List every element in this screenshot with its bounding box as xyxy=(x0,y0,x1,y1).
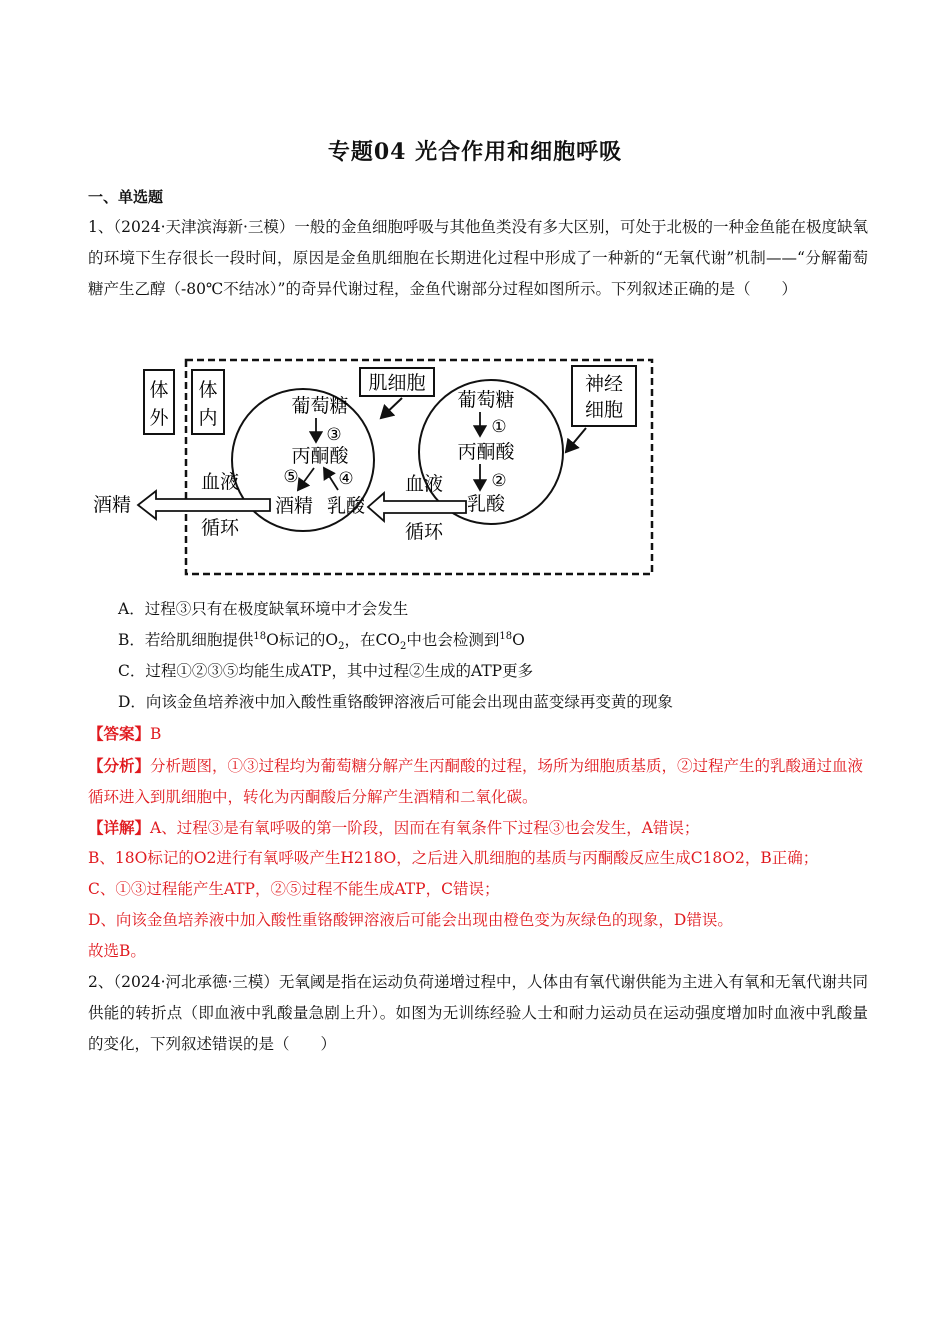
blood-label-left: 血液 xyxy=(200,471,240,493)
option-b-sup: 18 xyxy=(499,630,513,642)
section-heading: 一、单选题 xyxy=(88,188,164,206)
analysis-text: 分析题图，①③过程均为葡萄糖分解产生丙酮酸的过程，场所为细胞质基质，②过程产生的乳酸通过血液循环进入到肌细胞中，转化为丙酮酸后分解产生酒精和二氧化碳。 xyxy=(88,757,864,806)
question-2-stem: 2、（2024·河北承德·三模）无氧阈是指在运动负荷递增过程中，人体由有氧代谢供能为主进入有氧和无氧代谢共同供能的转折点（即血液中乳酸量急剧上升）。如图为无训练经验人士和耐力运动员在运动强度增加时血液中乳酸量的变化，下列叙述错误的是（ ） xyxy=(88,973,868,1053)
option-c: C．过程①②③⑤均能生成ATP，其中过程②生成的ATP更多 xyxy=(118,662,534,680)
step2-label: ② xyxy=(491,471,507,491)
detail-d-line: D、向该金鱼培养液中加入酸性重铬酸钾溶液后可能会出现由橙色变为灰绿色的现象，D错误。 xyxy=(88,911,733,929)
option-b-sub: 2 xyxy=(338,641,345,653)
option-b-part: B．若给肌细胞提供 xyxy=(118,631,254,649)
analysis-tag: 【分析】 xyxy=(88,756,151,775)
option-b-sup: 18 xyxy=(253,630,267,642)
nerve-label-2: 细胞 xyxy=(584,399,624,421)
muscle-alcohol: 酒精 xyxy=(274,495,314,517)
nerve-lactic: 乳酸 xyxy=(466,493,506,515)
nerve-pointer xyxy=(566,428,586,452)
arrow-step4 xyxy=(324,468,338,490)
outside-label-1: 体 xyxy=(149,379,169,401)
muscle-pointer xyxy=(381,398,402,418)
nerve-label-1: 神经 xyxy=(584,373,624,395)
page-title: 专题04 光合作用和细胞呼吸 xyxy=(327,139,623,165)
option-a: A．过程③只有在极度缺氧环境中才会发生 xyxy=(118,600,409,618)
option-b xyxy=(118,629,525,651)
inside-label-2: 内 xyxy=(198,407,218,429)
detail-a-text: A、过程③是有氧呼吸的第一阶段，因而在有氧条件下过程③也会发生，A错误； xyxy=(150,819,700,837)
option-b-part: O xyxy=(512,631,525,649)
answer-line xyxy=(88,718,878,750)
option-b-part: 中也会检测到 xyxy=(406,631,500,649)
blood-arrow-left xyxy=(138,491,270,519)
muscle-glucose: 葡萄糖 xyxy=(291,395,349,417)
option-b-part: ，在CO xyxy=(344,631,401,649)
blood-label-right: 血液 xyxy=(404,473,444,495)
detail-a-line xyxy=(88,812,878,844)
question-1-stem: 1、（2024·天津滨海新·三模）一般的金鱼细胞呼吸与其他鱼类没有多大区别，可处于北极的一种金鱼能在极度缺氧的环境下生存很长一段时间，原因是金鱼肌细胞在长期进化过程中形成了一种新的“无氧代谢”机制——“分解葡萄糖产生乙醇（-80℃不结冰）”的奇异代谢过程，金鱼代谢部分过程如图所示。下列叙述正确的是（ ） xyxy=(88,218,868,298)
analysis-block xyxy=(88,750,878,813)
muscle-pyruvate: 丙酮酸 xyxy=(291,445,349,467)
step1-label: ① xyxy=(491,417,507,437)
step5-label: ⑤ xyxy=(283,467,299,487)
outside-label-2: 外 xyxy=(149,407,169,429)
circulation-label-right: 循环 xyxy=(404,521,444,543)
answer-value: B xyxy=(150,725,162,743)
option-d: D．向该金鱼培养液中加入酸性重铬酸钾溶液后可能会出现由蓝变绿再变黄的现象 xyxy=(118,693,673,711)
arrow-step5 xyxy=(298,468,314,490)
blood-arrow-right xyxy=(368,493,466,521)
option-b-part: O标记的O xyxy=(266,631,339,649)
muscle-lactic: 乳酸 xyxy=(326,495,366,517)
detail-tag: 【详解】 xyxy=(88,818,151,837)
metabolism-diagram xyxy=(88,352,668,582)
step3-label: ③ xyxy=(326,425,342,445)
outside-alcohol: 酒精 xyxy=(92,494,132,516)
inside-label-1: 体 xyxy=(198,379,218,401)
step4-label: ④ xyxy=(338,469,354,489)
detail-b-line: B、18O标记的O2进行有氧呼吸产生H218O，之后进入肌细胞的基质与丙酮酸反应生成C18O2，B正确； xyxy=(88,849,819,867)
option-b-sub: 2 xyxy=(400,641,407,653)
circulation-label-left: 循环 xyxy=(200,517,240,539)
answer-tag: 【答案】 xyxy=(88,724,151,743)
muscle-label: 肌细胞 xyxy=(368,372,426,394)
nerve-pyruvate: 丙酮酸 xyxy=(457,441,515,463)
nerve-glucose: 葡萄糖 xyxy=(457,389,515,411)
conclusion-line: 故选B。 xyxy=(88,942,146,960)
detail-c-line: C、①③过程能产生ATP，②⑤过程不能生成ATP，C错误； xyxy=(88,880,500,898)
